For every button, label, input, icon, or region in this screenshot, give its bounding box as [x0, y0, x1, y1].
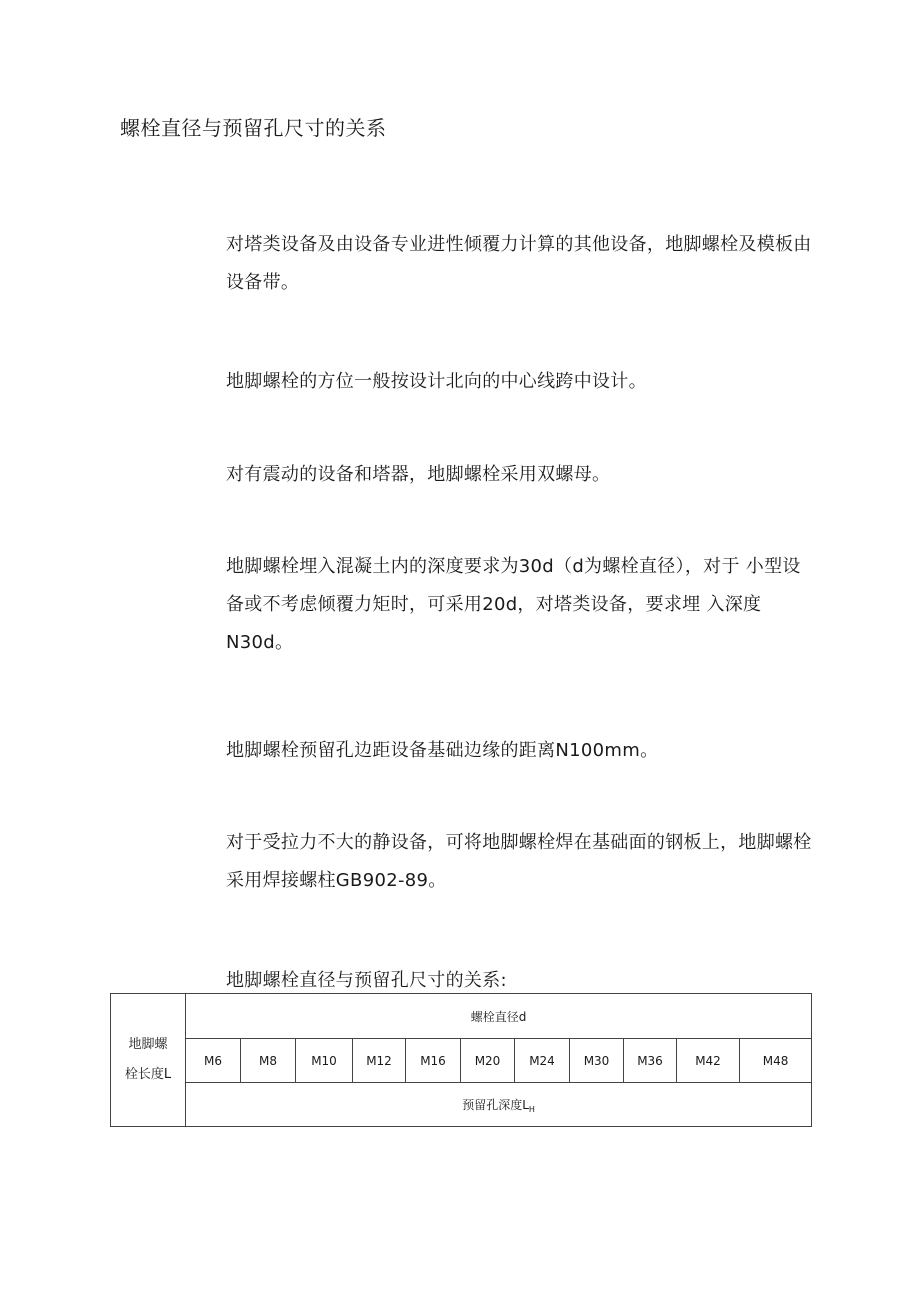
row-header-cell: [111, 994, 186, 1127]
diameter-header-cell: 螺栓直径d: [186, 994, 812, 1039]
size-cell: M8: [241, 1039, 296, 1083]
row-header-line2: 栓长度L: [124, 1067, 172, 1082]
size-cell: M24: [515, 1039, 570, 1083]
document-title: 螺栓直径与预留孔尺寸的关系: [120, 116, 387, 140]
table-row-sizes: [111, 1039, 812, 1083]
paragraph-edge-distance: 地脚螺栓预留孔边距设备基础边缘的距离N100mm。: [226, 740, 659, 761]
size-cell: M36: [624, 1039, 677, 1083]
row-header-line1: 地脚螺: [128, 1037, 168, 1052]
size-cell: M16: [406, 1039, 461, 1083]
depth-header-label: 预留孔深度L: [462, 1097, 529, 1112]
depth-header-cell: [186, 1083, 812, 1127]
paragraph-double-nut: 对有震动的设备和塔器，地脚螺栓采用双螺母。: [226, 464, 611, 485]
table-row-depth: [111, 1083, 812, 1127]
size-cell: M20: [461, 1039, 515, 1083]
depth-header-subscript: H: [528, 1104, 535, 1114]
size-cell: M42: [677, 1039, 740, 1083]
paragraph-welded-bolt: 对于受拉力不大的静设备，可将地脚螺栓焊在基础面的钢板上，地脚螺栓采用焊接螺柱GB902-89。: [226, 832, 812, 891]
size-cell: M10: [296, 1039, 353, 1083]
size-cell: M48: [740, 1039, 812, 1083]
bolt-size-table: [110, 993, 812, 1127]
table-row-header: [111, 994, 812, 1039]
paragraph-bolt-orientation: 地脚螺栓的方位一般按设计北向的中心线跨中设计。: [226, 371, 647, 392]
size-cell: M6: [186, 1039, 241, 1083]
size-cell: M30: [570, 1039, 624, 1083]
size-cell: M12: [353, 1039, 406, 1083]
paragraph-embed-depth: 地脚螺栓埋入混凝土内的深度要求为30d（d为螺栓直径），对于 小型设备或不考虑倾覆力矩时，可采用20d，对塔类设备，要求埋 入深度N30d。: [226, 556, 801, 653]
table-caption: 地脚螺栓直径与预留孔尺寸的关系:: [226, 970, 507, 991]
paragraph-tower-equipment: 对塔类设备及由设备专业进性倾覆力计算的其他设备，地脚螺栓及模板由设备带。: [226, 234, 812, 293]
